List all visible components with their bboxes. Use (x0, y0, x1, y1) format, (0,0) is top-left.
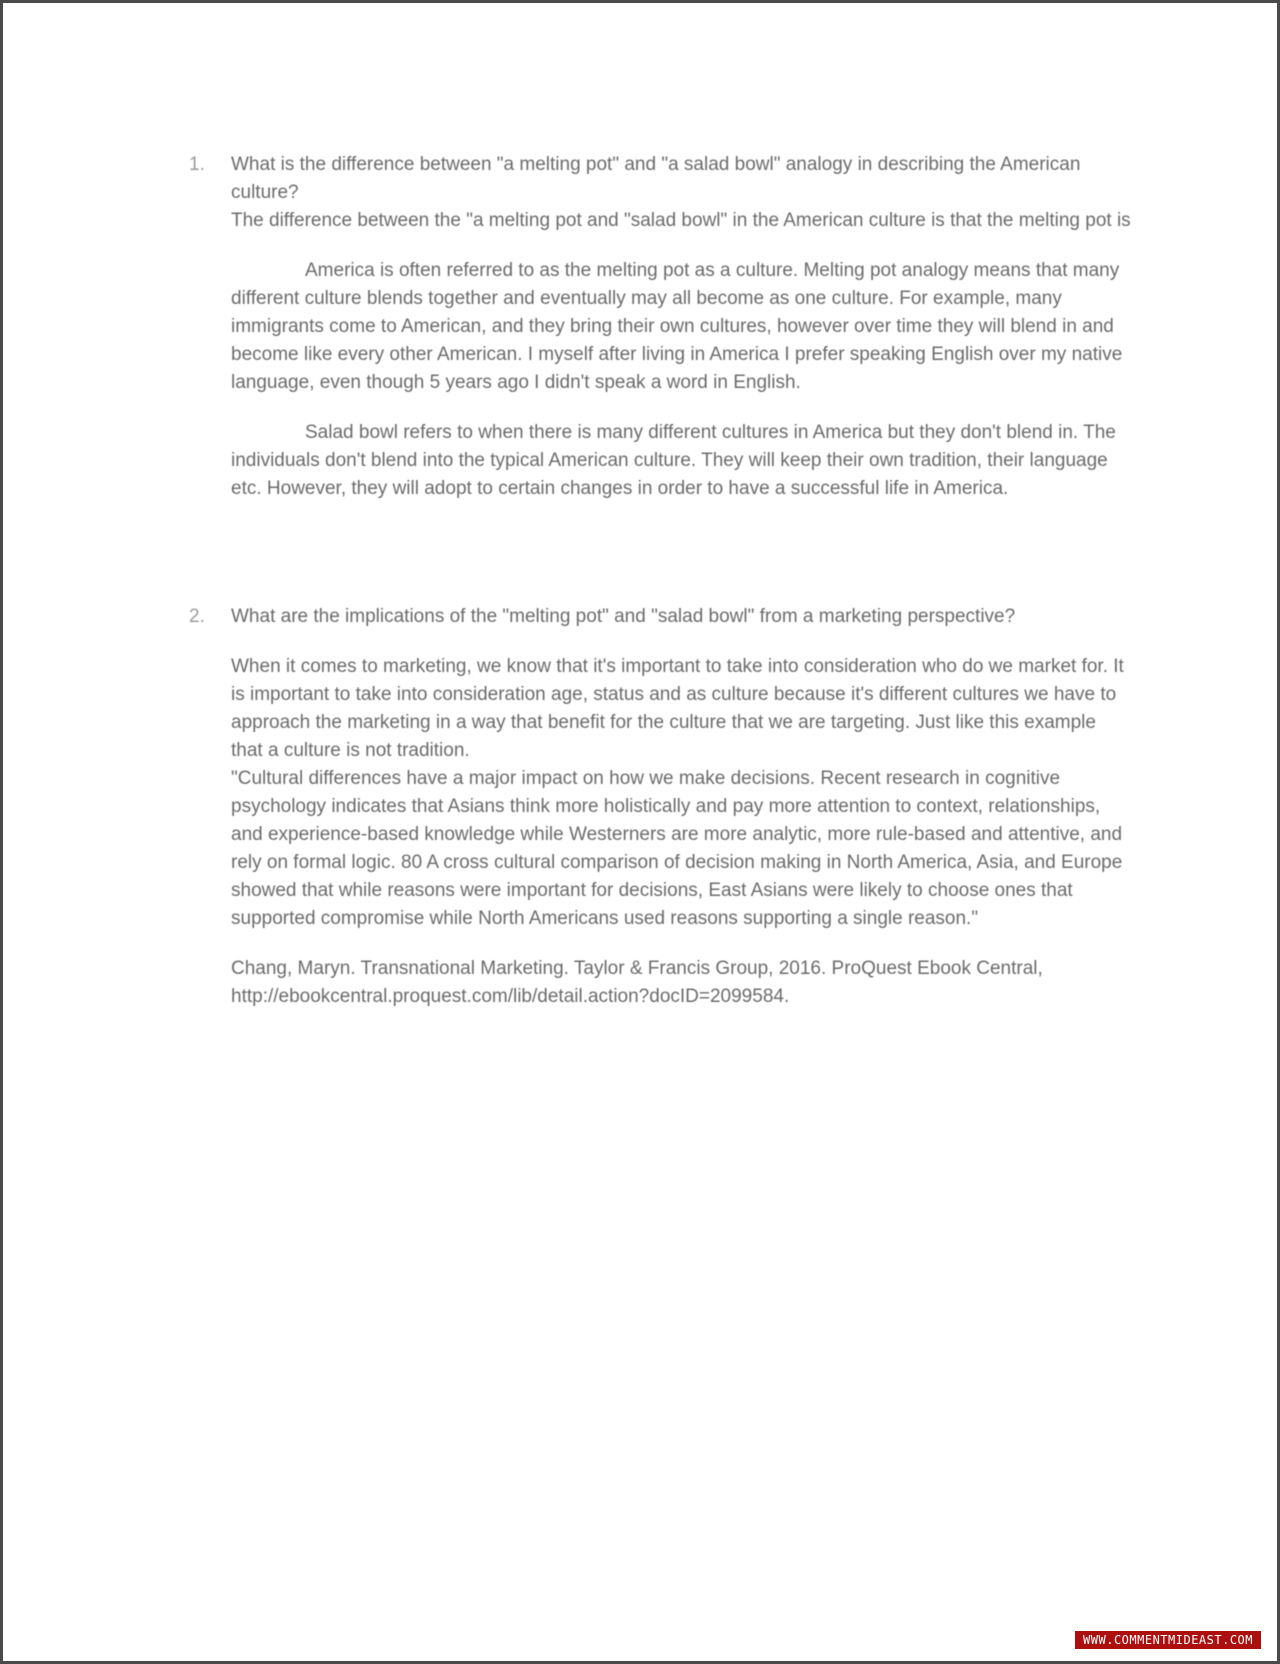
question-1-prompt: What is the difference between "a melting pot" and "a salad bowl" analogy in describing the American culture? (231, 154, 1081, 203)
question-1-answer-intro: The difference between the "a melting pot and "salad bowl" in the American culture is that the melting pot is (231, 210, 1131, 231)
question-2 (189, 603, 1131, 631)
question-1-paragraph-1: America is often referred to as the melting pot as a culture. Melting pot analogy means that many different culture blends together and eventually may all become as one culture. For example, many immigrants come to American, and they bring their own cultures, however over time they will blend in and become like every other American. I myself after living in America I prefer speaking English over my native language, even though 5 years ago I didn't speak a word in English. (231, 260, 1123, 393)
watermark-banner: WWW.COMMENTMIDEAST.COM (1075, 1631, 1261, 1649)
question-2-prompt: What are the implications of the "melting pot" and "salad bowl" from a marketing perspective? (231, 606, 1016, 627)
question-1-number: 1. (189, 154, 205, 175)
question-2-paragraph-1: When it comes to marketing, we know that it's important to take into consideration who do we market for. It is important to take into consideration age, status and as culture because it's different cultures we have to approach the marketing in a way that benefit for the culture that we are targeting. Just like this example that a culture is not tradition. (231, 656, 1124, 761)
question-2-number: 2. (189, 606, 205, 627)
question-2-quote: "Cultural differences have a major impact on how we make decisions. Recent research in cognitive psychology indicates that Asians think more holistically and pay more attention to context, relationships, and experience-based knowledge while Westerners are more analytic, more rule-based and attentive, and rely on formal logic. 80 A cross cultural comparison of decision making in North America, Asia, and Europe showed that while reasons were important for decisions, East Asians were likely to choose ones that supported compromise while North Americans used reasons supporting a single reason." (231, 768, 1123, 929)
question-1-paragraph-2: Salad bowl refers to when there is many different cultures in America but they don't blend in. The individuals don't blend into the typical American culture. They will keep their own tradition, their language etc. However, they will adopt to certain changes in order to have a successful life in America. (231, 422, 1116, 499)
document-body (189, 151, 1131, 1011)
citation: Chang, Maryn. Transnational Marketing. Taylor & Francis Group, 2016. ProQuest Ebook Central, http://ebookcentral.proquest.com/lib/detail.action?docID=2099584. (231, 958, 1043, 1007)
question-1 (189, 151, 1131, 235)
